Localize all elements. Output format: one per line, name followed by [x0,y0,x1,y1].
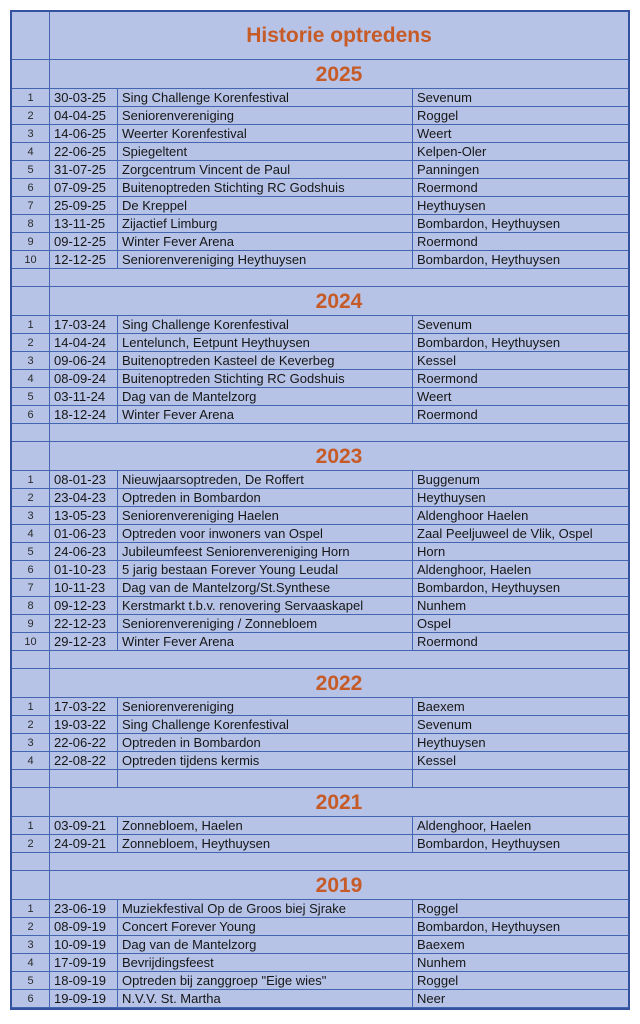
history-table [10,10,630,1010]
location-cell: Roermond [413,633,628,651]
location-cell: Sevenum [413,716,628,734]
row-number-cell [12,788,50,817]
date-cell: 13-05-23 [50,507,118,525]
date-cell: 29-12-23 [50,633,118,651]
row-number-cell: 6 [12,179,50,197]
location-cell: Buggenum [413,471,628,489]
date-cell: 23-06-19 [50,900,118,918]
row-number-cell: 4 [12,954,50,972]
date-cell: 22-08-22 [50,752,118,770]
row-number-cell: 3 [12,936,50,954]
event-cell: Zonnebloem, Haelen [118,817,413,835]
event-cell: Seniorenvereniging [118,107,413,125]
date-cell: 14-06-25 [50,125,118,143]
date-cell: 17-09-19 [50,954,118,972]
separator-cell [118,770,413,788]
date-cell: 19-03-22 [50,716,118,734]
event-cell: Dag van de Mantelzorg [118,936,413,954]
page-title: Historie optredens [50,12,628,60]
row-number-cell: 5 [12,388,50,406]
event-cell: Concert Forever Young [118,918,413,936]
year-header: 2021 [50,788,628,817]
year-header: 2022 [50,669,628,698]
row-number-cell: 8 [12,215,50,233]
row-number-cell: 3 [12,734,50,752]
location-cell: Bombardon, Heythuysen [413,334,628,352]
location-cell: Bombardon, Heythuysen [413,579,628,597]
event-cell: Optreden tijdens kermis [118,752,413,770]
row-number-cell: 1 [12,471,50,489]
event-cell: Zonnebloem, Heythuysen [118,835,413,853]
event-cell: Bevrijdingsfeest [118,954,413,972]
date-cell: 09-12-23 [50,597,118,615]
location-cell: Sevenum [413,316,628,334]
date-cell: 08-09-19 [50,918,118,936]
event-cell: Optreden voor inwoners van Ospel [118,525,413,543]
event-cell: Seniorenvereniging [118,698,413,716]
event-cell: Buitenoptreden Stichting RC Godshuis [118,370,413,388]
event-cell: Winter Fever Arena [118,233,413,251]
separator-row [50,853,628,871]
row-number-cell [12,60,50,89]
location-cell: Panningen [413,161,628,179]
location-cell: Roermond [413,179,628,197]
row-number-cell: 4 [12,525,50,543]
location-cell: Roggel [413,900,628,918]
location-cell: Sevenum [413,89,628,107]
row-number-cell: 3 [12,125,50,143]
event-cell: Weerter Korenfestival [118,125,413,143]
row-number-cell: 6 [12,561,50,579]
event-cell: Buitenoptreden Stichting RC Godshuis [118,179,413,197]
event-cell: Muziekfestival Op de Groos biej Sjrake [118,900,413,918]
location-cell: Nunhem [413,597,628,615]
event-cell: Optreden in Bombardon [118,489,413,507]
row-number-cell: 7 [12,197,50,215]
row-number-cell: 2 [12,107,50,125]
separator-row [50,424,628,442]
event-cell: Jubileumfeest Seniorenvereniging Horn [118,543,413,561]
date-cell: 25-09-25 [50,197,118,215]
row-number-cell: 5 [12,543,50,561]
event-cell: Nieuwjaarsoptreden, De Roffert [118,471,413,489]
row-number-cell: 6 [12,990,50,1008]
date-cell: 23-04-23 [50,489,118,507]
row-number-cell: 7 [12,579,50,597]
row-number-cell: 9 [12,615,50,633]
location-cell: Roggel [413,972,628,990]
date-cell: 04-04-25 [50,107,118,125]
date-cell: 31-07-25 [50,161,118,179]
row-number-cell: 1 [12,900,50,918]
row-number-cell [12,871,50,900]
separator-cell [50,770,118,788]
date-cell: 30-03-25 [50,89,118,107]
separator-cell [12,424,50,442]
location-cell: Baexem [413,936,628,954]
separator-row [50,269,628,287]
location-cell: Aldenghoor Haelen [413,507,628,525]
event-cell: Sing Challenge Korenfestival [118,89,413,107]
row-number-cell: 4 [12,752,50,770]
row-number-cell: 1 [12,89,50,107]
event-cell: Kerstmarkt t.b.v. renovering Servaaskapel [118,597,413,615]
date-cell: 03-11-24 [50,388,118,406]
event-cell: Dag van de Mantelzorg [118,388,413,406]
location-cell: Zaal Peeljuweel de Vlik, Ospel [413,525,628,543]
location-cell: Ospel [413,615,628,633]
row-number-cell: 3 [12,352,50,370]
event-cell: Spiegeltent [118,143,413,161]
year-header: 2025 [50,60,628,89]
location-cell: Weert [413,388,628,406]
location-cell: Neer [413,990,628,1008]
location-cell: Baexem [413,698,628,716]
row-number-cell: 8 [12,597,50,615]
location-cell: Roermond [413,233,628,251]
separator-cell [12,651,50,669]
date-cell: 22-12-23 [50,615,118,633]
event-cell: Optreden in Bombardon [118,734,413,752]
row-number-cell: 5 [12,972,50,990]
corner-cell [12,12,50,60]
date-cell: 10-11-23 [50,579,118,597]
event-cell: Seniorenvereniging / Zonnebloem [118,615,413,633]
location-cell: Roermond [413,406,628,424]
date-cell: 24-06-23 [50,543,118,561]
location-cell: Heythuysen [413,734,628,752]
row-number-cell: 3 [12,507,50,525]
row-number-cell: 1 [12,316,50,334]
date-cell: 01-10-23 [50,561,118,579]
event-cell: Winter Fever Arena [118,406,413,424]
date-cell: 09-12-25 [50,233,118,251]
row-number-cell [12,442,50,471]
location-cell: Aldenghoor, Haelen [413,817,628,835]
row-number-cell: 2 [12,334,50,352]
date-cell: 13-11-25 [50,215,118,233]
row-number-cell: 2 [12,835,50,853]
row-number-cell [12,669,50,698]
location-cell: Bombardon, Heythuysen [413,215,628,233]
date-cell: 08-01-23 [50,471,118,489]
location-cell: Roggel [413,107,628,125]
row-number-cell: 4 [12,370,50,388]
date-cell: 22-06-22 [50,734,118,752]
row-number-cell: 4 [12,143,50,161]
location-cell: Kessel [413,352,628,370]
row-number-cell: 1 [12,817,50,835]
event-cell: Dag van de Mantelzorg/St.Synthese [118,579,413,597]
row-number-cell: 9 [12,233,50,251]
location-cell: Roermond [413,370,628,388]
event-cell: Buitenoptreden Kasteel de Keverbeg [118,352,413,370]
date-cell: 17-03-22 [50,698,118,716]
row-number-cell: 1 [12,698,50,716]
row-number-cell: 10 [12,251,50,269]
location-cell: Bombardon, Heythuysen [413,835,628,853]
row-number-cell: 2 [12,716,50,734]
date-cell: 14-04-24 [50,334,118,352]
date-cell: 09-06-24 [50,352,118,370]
date-cell: 07-09-25 [50,179,118,197]
event-cell: Seniorenvereniging Heythuysen [118,251,413,269]
date-cell: 17-03-24 [50,316,118,334]
location-cell: Bombardon, Heythuysen [413,251,628,269]
year-header: 2019 [50,871,628,900]
separator-cell [12,770,50,788]
year-header: 2024 [50,287,628,316]
date-cell: 10-09-19 [50,936,118,954]
location-cell: Bombardon, Heythuysen [413,918,628,936]
date-cell: 18-09-19 [50,972,118,990]
location-cell: Kessel [413,752,628,770]
year-header: 2023 [50,442,628,471]
event-cell: 5 jarig bestaan Forever Young Leudal [118,561,413,579]
event-cell: De Kreppel [118,197,413,215]
separator-cell [12,853,50,871]
location-cell: Aldenghoor, Haelen [413,561,628,579]
date-cell: 03-09-21 [50,817,118,835]
date-cell: 19-09-19 [50,990,118,1008]
location-cell: Kelpen-Oler [413,143,628,161]
date-cell: 18-12-24 [50,406,118,424]
location-cell: Heythuysen [413,197,628,215]
row-number-cell: 10 [12,633,50,651]
row-number-cell: 2 [12,489,50,507]
date-cell: 12-12-25 [50,251,118,269]
event-cell: N.V.V. St. Martha [118,990,413,1008]
row-number-cell [12,287,50,316]
date-cell: 01-06-23 [50,525,118,543]
row-number-cell: 2 [12,918,50,936]
row-number-cell: 6 [12,406,50,424]
date-cell: 08-09-24 [50,370,118,388]
location-cell: Heythuysen [413,489,628,507]
event-cell: Sing Challenge Korenfestival [118,716,413,734]
location-cell: Weert [413,125,628,143]
location-cell: Nunhem [413,954,628,972]
date-cell: 22-06-25 [50,143,118,161]
separator-cell [413,770,628,788]
location-cell: Horn [413,543,628,561]
event-cell: Zorgcentrum Vincent de Paul [118,161,413,179]
event-cell: Lentelunch, Eetpunt Heythuysen [118,334,413,352]
separator-row [50,651,628,669]
date-cell: 24-09-21 [50,835,118,853]
event-cell: Zijactief Limburg [118,215,413,233]
row-number-cell: 5 [12,161,50,179]
event-cell: Seniorenvereniging Haelen [118,507,413,525]
event-cell: Optreden bij zanggroep "Eige wies" [118,972,413,990]
separator-cell [12,269,50,287]
event-cell: Winter Fever Arena [118,633,413,651]
event-cell: Sing Challenge Korenfestival [118,316,413,334]
